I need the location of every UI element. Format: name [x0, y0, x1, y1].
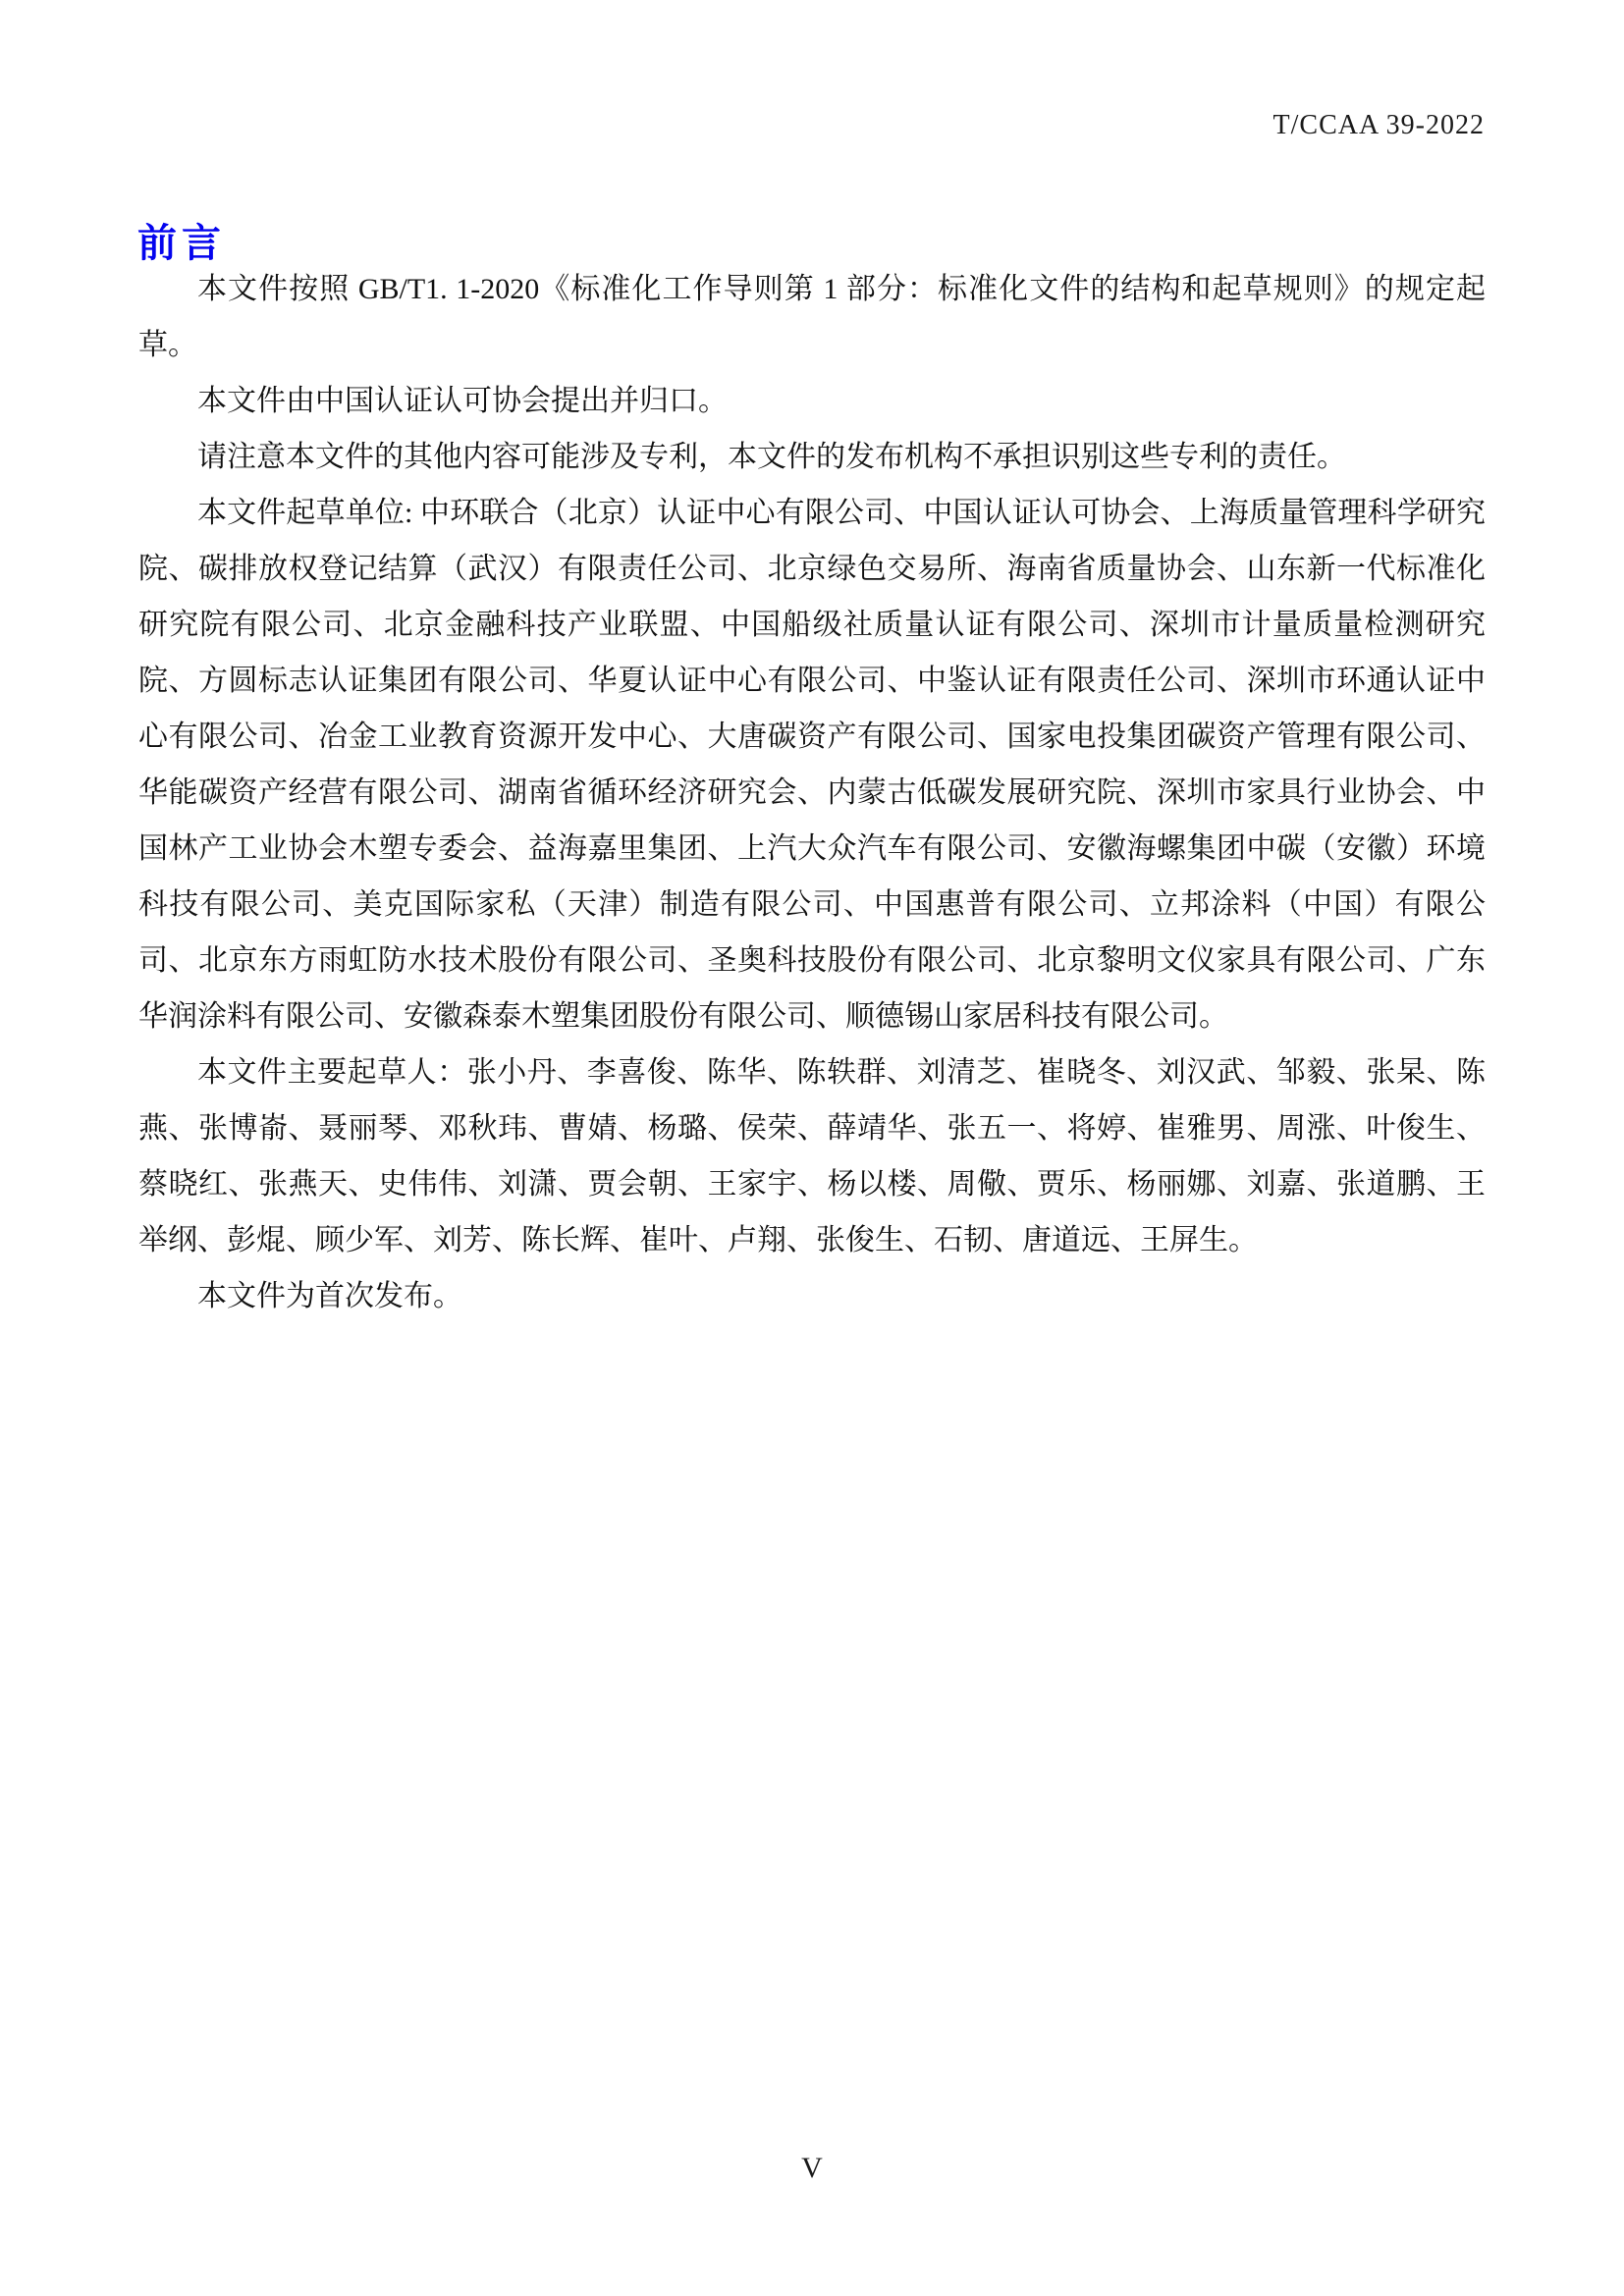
paragraph-first-publication: 本文件为首次发布。	[197, 1280, 462, 1312]
paragraph-patent-notice: 请注意本文件的其他内容可能涉及专利，本文件的发布机构不承担识别这些专利的责任。	[197, 441, 1346, 473]
page-number: V	[801, 2152, 823, 2184]
paragraph-proposed-by: 本文件由中国认证认可协会提出并归口。	[197, 385, 728, 417]
paragraph-drafting-organizations: 本文件起草单位: 中环联合（北京）认证中心有限公司、中国认证认可协会、上海质量管理科学研究院、碳排放权登记结算（武汉）有限责任公司、北京绿色交易所、海南省质量协会、山东新一代标准化研究院有限公司、北京金融科技产业联盟、中国船级社质量认证有限公司、深圳市计量质量检测研究院、方圆标志认证集团有限公司、华夏认证中心有限公司、中鉴认证有限责任公司、深圳市环通认证中心有限公司、冶金工业教育资源开发中心、大唐碳资产有限公司、国家电投集团碳资产管理有限公司、华能碳资产经营有限公司、湖南省循环经济研究会、内蒙古低碳发展研究院、深圳市家具行业协会、中国林产工业协会木塑专委会、益海嘉里集团、上汽大众汽车有限公司、安徽海螺集团中碳（安徽）环境科技有限公司、美克国际家私（天津）制造有限公司、中国惠普有限公司、立邦涂料（中国）有限公司、北京东方雨虹防水技术股份有限公司、圣奥科技股份有限公司、北京黎明文仪家具有限公司、广东华润涂料有限公司、安徽森泰木塑集团股份有限公司、顺德锡山家居科技有限公司。	[138, 497, 1486, 1033]
section-title-foreword: 前言	[137, 222, 226, 265]
foreword-body	[138, 261, 1486, 1324]
paragraph-drafting-rule: 本文件按照 GB/T1. 1-2020《标准化工作导则第 1 部分：标准化文件的结构和起草规则》的规定起草。	[138, 273, 1486, 361]
document-code: T/CCAA 39-2022	[1272, 110, 1485, 140]
paragraph-main-drafters: 本文件主要起草人：张小丹、李喜俊、陈华、陈轶群、刘清芝、崔晓冬、刘汉武、邹毅、张杲、陈燕、张博嵛、聂丽琴、邓秋玮、曹婧、杨璐、侯荣、薛靖华、张五一、将婷、崔雅男、周涨、叶俊生、蔡晓红、张燕天、史伟伟、刘潇、贾会朝、王家宇、杨以楼、周儆、贾乐、杨丽娜、刘嘉、张道鹏、王举纲、彭焜、顾少军、刘芳、陈长辉、崔叶、卢翔、张俊生、石韧、唐道远、王屏生。	[138, 1056, 1486, 1256]
